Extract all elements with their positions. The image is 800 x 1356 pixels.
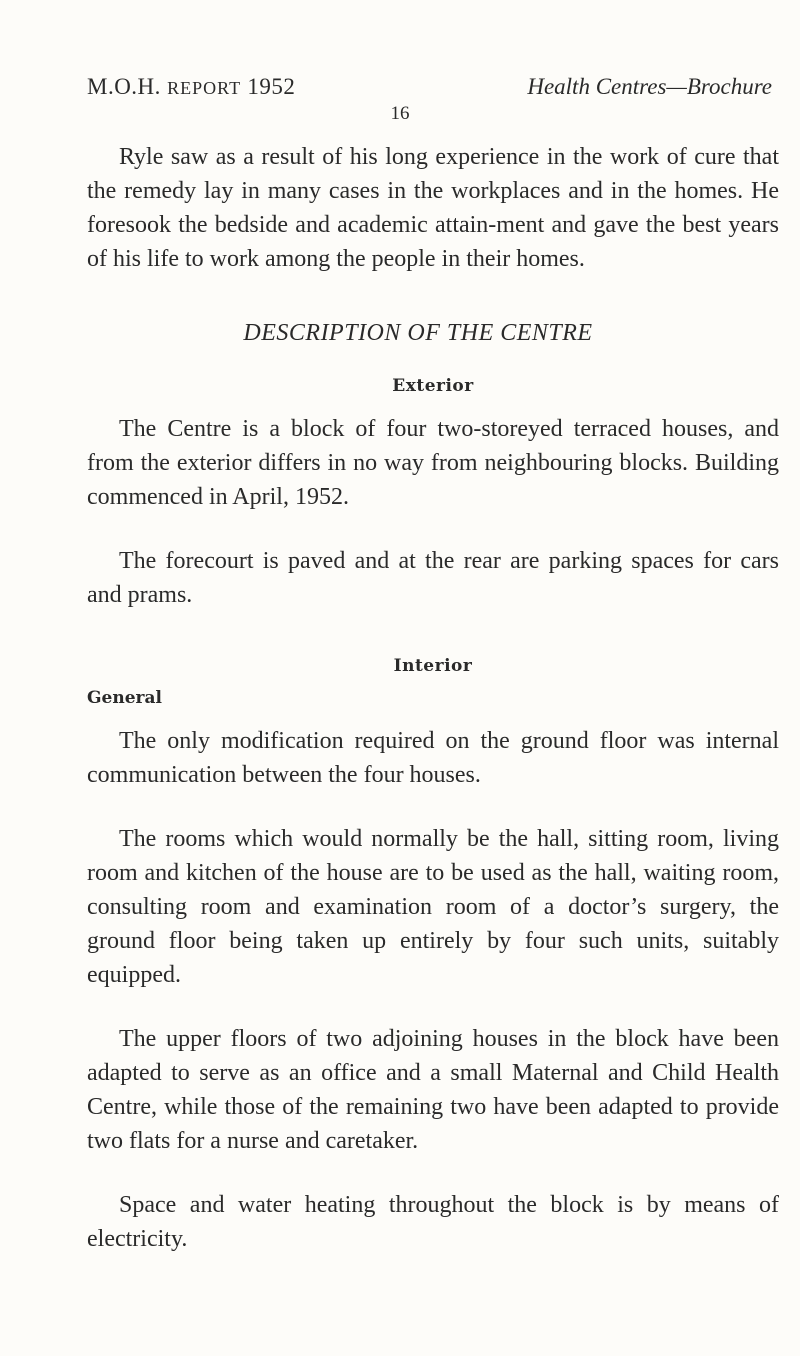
header-report-word: REPORT — [167, 78, 242, 98]
page-body — [87, 140, 779, 1256]
interior-paragraph-1: The only modification required on the ground floor was internal communication between the four houses. — [87, 728, 779, 788]
page-number: 16 — [390, 103, 410, 124]
running-header-right: Health Centres—Brochure — [527, 74, 772, 99]
interior-paragraph-4: Space and water heating throughout the block is by means of electricity. — [87, 1192, 779, 1252]
header-year: 1952 — [241, 74, 296, 99]
exterior-paragraph-1: The Centre is a block of four two-storeyed terraced houses, and from the exterior differs in no way from neighbouring blocks. Building commenced in April, 1952. — [87, 416, 779, 510]
header-prefix: M.O.H. — [87, 74, 168, 99]
interior-paragraph-2: The rooms which would normally be the hall, sitting room, living room and kitchen of the house are to be used as the hall, waiting room, consulting room and examination room of a doctor’s surgery, the ground floor being taken up entirely by four such units, suitably equipped. — [87, 826, 779, 988]
section-title: DESCRIPTION OF THE CENTRE — [243, 320, 593, 346]
interior-heading: Interior — [393, 656, 473, 676]
general-heading: General — [87, 688, 162, 708]
intro-paragraph: Ryle saw as a result of his long experience in the work of cure that the remedy lay in many cases in the workplaces and in the homes. He foresook the bedside and academic attain-ment and gave the best years of his life to work among the people in their homes. — [87, 144, 779, 272]
exterior-heading: Exterior — [392, 376, 474, 396]
interior-paragraph-3: The upper floors of two adjoining houses in the block have been adapted to serve as an office and a small Maternal and Child Health Centre, while those of the remaining two have been adapted to provide two flats for a nurse and caretaker. — [87, 1026, 779, 1154]
running-header-left — [87, 74, 295, 100]
exterior-paragraph-2: The forecourt is paved and at the rear are parking spaces for cars and prams. — [87, 548, 779, 608]
